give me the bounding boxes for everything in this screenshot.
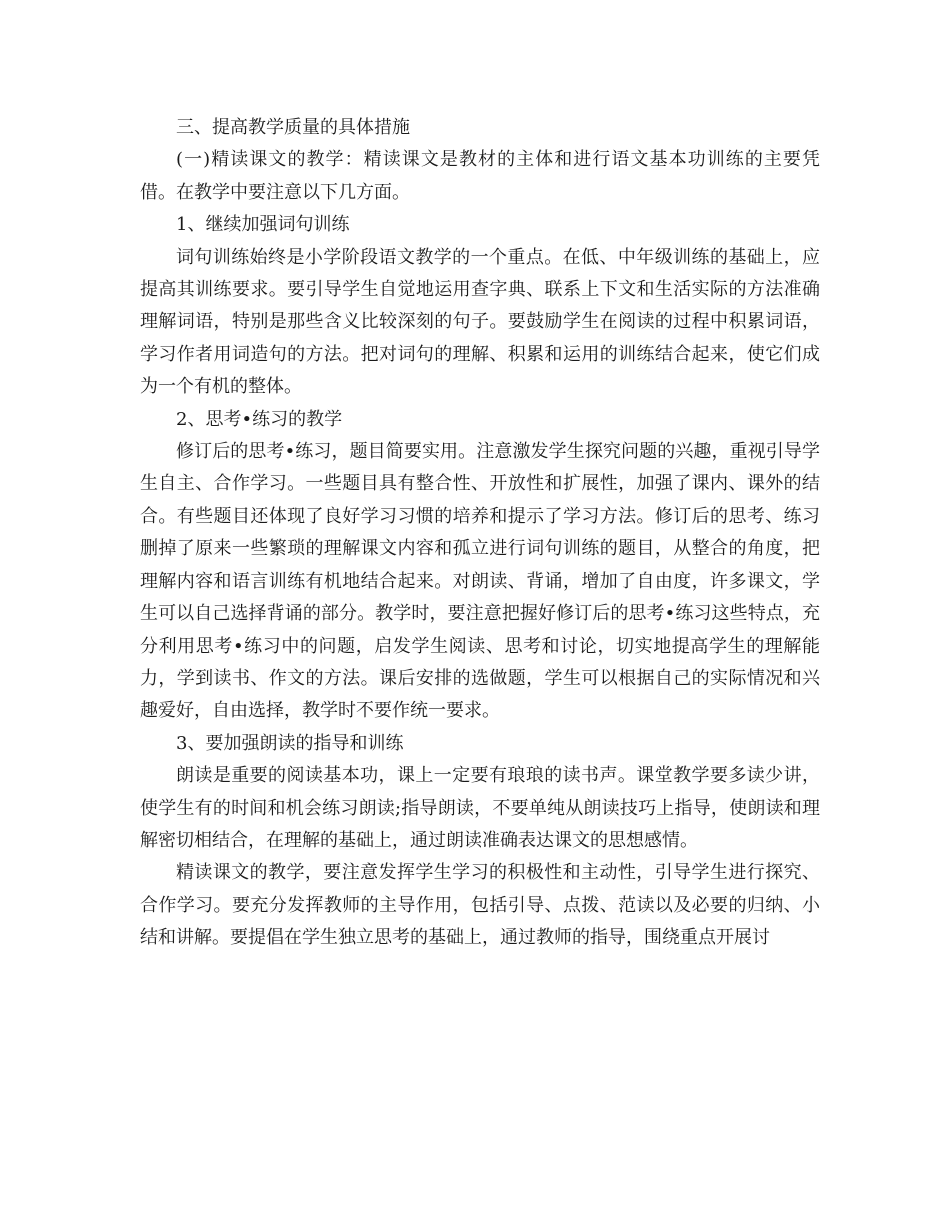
paragraph: 精读课文的教学，要注意发挥学生学习的积极性和主动性，引导学生进行探究、合作学习。要充分发挥教师的主导作用，包括引导、点拨、范读以及必要的归纳、小结和讲解。要提倡在学生独立思考的基础上，通过教师的指导，围绕重点开展讨 bbox=[140, 862, 820, 949]
paragraph: 朗读是重要的阅读基本功，课上一定要有琅琅的读书声。课堂教学要多读少讲，使学生有的时间和机会练习朗读;指导朗读，不要单纯从朗读技巧上指导，使朗读和理解密切相结合，在理解的基础上，通过朗读准确表达课文的思想感情。 bbox=[140, 765, 820, 851]
subheading: 1、继续加强词句训练 bbox=[176, 214, 350, 236]
paragraph: 修订后的思考•练习，题目简要实用。注意激发学生探究问题的兴趣，重视引导学生自主、合作学习。一些题目具有整合性、开放性和扩展性，加强了课内、课外的结合。有些题目还体现了良好学习习惯的培养和提示了学习方法。修订后的思考、练习删掉了原来一些繁琐的理解课文内容和孤立进行词句训练的题目，从整合的角度，把理解内容和语言训练有机地结合起来。对朗读、背诵，增加了自由度，许多课文，学生可以自己选择背诵的部分。教学时，要注意把握好修订后的思考•练习这些特点，充分利用思考•练习中的问题，启发学生阅读、思考和讨论，切实地提高学生的理解能力，学到读书、作文的方法。课后安排的选做题，学生可以根据自己的实际情况和兴趣爱好，自由选择，教学时不要作统一要求。 bbox=[140, 441, 820, 722]
paragraph: 词句训练始终是小学阶段语文教学的一个重点。在低、中年级训练的基础上，应提高其训练要求。要引导学生自觉地运用查字典、联系上下文和生活实际的方法准确理解词语，特别是那些含义比较深刻的句子。要鼓励学生在阅读的过程中积累词语，学习作者用词造句的方法。把对词句的理解、积累和运用的训练结合起来，使它们成为一个有机的整体。 bbox=[140, 246, 820, 398]
document-body bbox=[140, 112, 820, 955]
paragraph: (一)精读课文的教学：精读课文是教材的主体和进行语文基本功训练的主要凭借。在教学中要注意以下几方面。 bbox=[140, 149, 820, 203]
section-heading: 三、提高教学质量的具体措施 bbox=[176, 117, 410, 138]
subheading: 2、思考•练习的教学 bbox=[176, 408, 343, 430]
subheading: 3、要加强朗读的指导和训练 bbox=[176, 732, 404, 754]
